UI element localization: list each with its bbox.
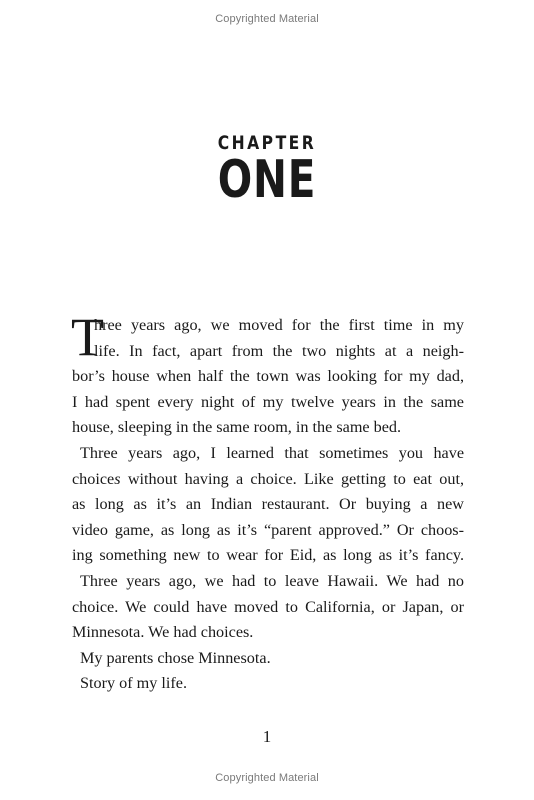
text-line bbox=[72, 467, 464, 493]
copyright-watermark-top: Copyrighted Material bbox=[215, 13, 319, 25]
text-line: bor’s house when half the town was looking for my dad, bbox=[72, 367, 464, 386]
page-number: 1 bbox=[262, 727, 272, 746]
text-line: Three years ago, I learned that sometimes you have bbox=[80, 443, 464, 462]
body-text bbox=[71, 307, 464, 697]
text-segment: choice bbox=[72, 469, 115, 488]
text-line: choice. We could have moved to California, or Japan, or bbox=[72, 597, 464, 616]
copyright-watermark-bottom: Copyrighted Material bbox=[215, 772, 319, 784]
drop-cap: T bbox=[71, 307, 104, 367]
text-segment: without having a choice. Like getting to eat out, bbox=[120, 469, 464, 488]
text-line: Three years ago, we had to leave Hawaii. We had no bbox=[80, 571, 464, 590]
text-line: as long as it’s an Indian restaurant. Or buying a new bbox=[72, 495, 464, 514]
text-line: video game, as long as it’s “parent approved.” Or choos- bbox=[72, 520, 464, 539]
paragraph-4 bbox=[72, 646, 464, 672]
paragraph-3 bbox=[72, 569, 464, 646]
chapter-label: CHAPTER bbox=[217, 132, 317, 154]
paragraph-2 bbox=[72, 441, 464, 569]
italic-text: s bbox=[114, 469, 121, 488]
chapter-number: ONE bbox=[217, 150, 317, 210]
text-line: Minnesota. We had choices. bbox=[72, 623, 254, 642]
text-line: house, sleeping in the same room, in the same bed. bbox=[72, 418, 402, 437]
paragraph-5 bbox=[72, 671, 464, 697]
text-line: Story of my life. bbox=[80, 674, 188, 693]
text-line: hree years ago, we moved for the first time in my bbox=[94, 316, 464, 334]
text-line: life. In fact, apart from the two nights at a neigh- bbox=[94, 341, 464, 360]
text-line: My parents chose Minnesota. bbox=[80, 648, 271, 667]
text-line: ing something new to wear for Eid, as long as it’s fancy. bbox=[72, 546, 464, 565]
text-line: I had spent every night of my twelve years in the same bbox=[72, 392, 464, 411]
paragraph-1 bbox=[71, 307, 464, 441]
